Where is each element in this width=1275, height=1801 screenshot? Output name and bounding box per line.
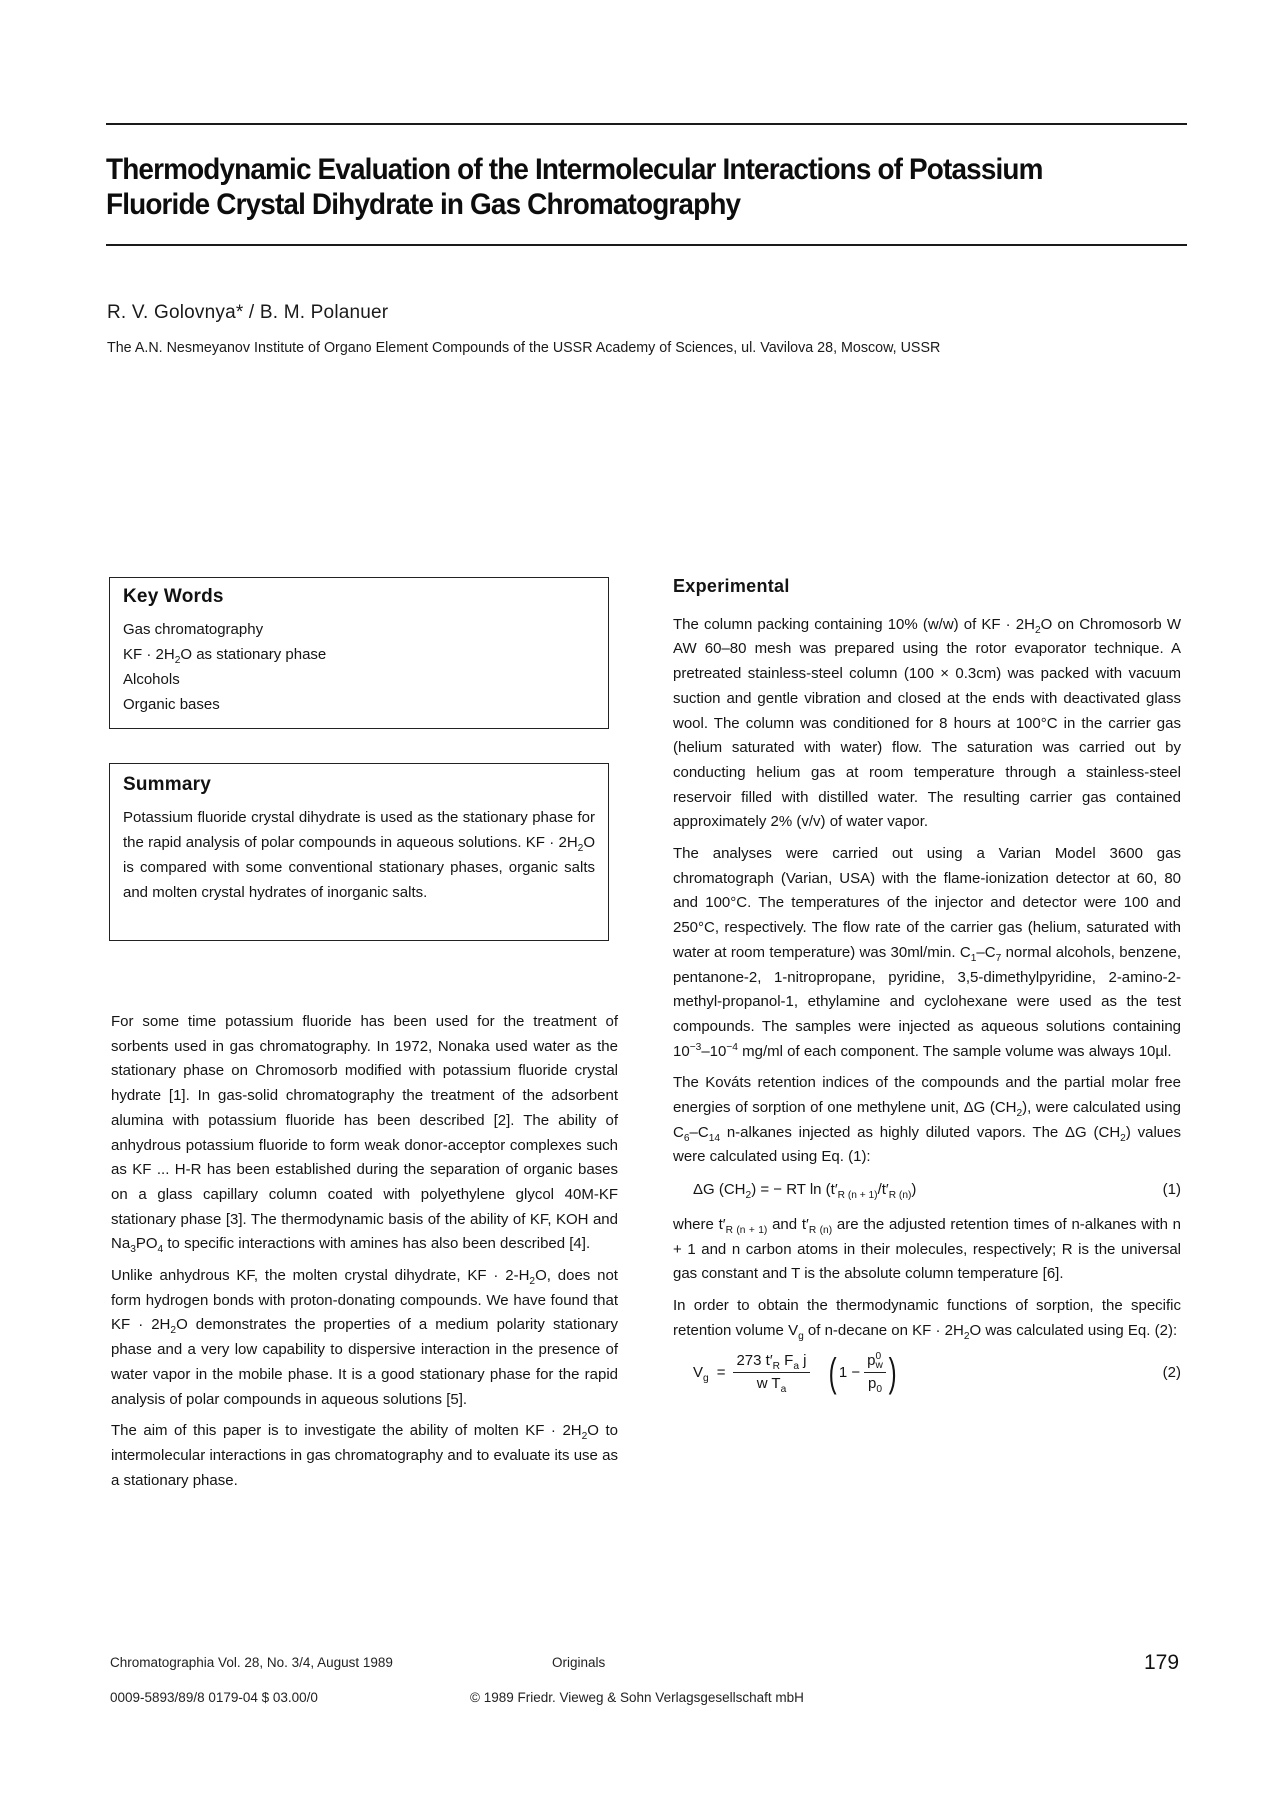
subscript: 2 xyxy=(963,1330,970,1342)
equation-1-body xyxy=(693,1178,916,1203)
text: ) values were calculated using Eq. (1): xyxy=(673,1123,1181,1166)
eq2-pressure-fraction xyxy=(864,1350,886,1395)
subscript: 3 xyxy=(130,1244,136,1256)
summary-box xyxy=(109,763,609,941)
keyword-item: Gas chromatography xyxy=(123,621,264,638)
text: The column packing containing 10% (w/w) of KF · 2H xyxy=(673,615,1035,633)
title-line-2: Fluoride Crystal Dihydrate in Gas Chromatography xyxy=(106,188,741,221)
superscript: 0 xyxy=(875,1351,882,1363)
subscript: 6 xyxy=(683,1132,690,1144)
text: The Kováts retention indices of the compounds and the partial molar free energies of sorption of one methylene unit, ΔG (CH xyxy=(673,1074,1181,1117)
eq2-pressure-denominator xyxy=(868,1373,882,1395)
summary-text-part: Potassium fluoride crystal dihydrate is used as the stationary phase for the rapid analysis of polar compounds in aqueous solutions. KF · 2H xyxy=(123,809,595,851)
text: and t′ xyxy=(767,1215,809,1233)
text: For some time potassium fluoride has been used for the treatment of sorbents used in gas chromatography. In 1972, Nonaka used water as the stationary phase on Chromosorb modified with potassium fluoride crystal hydrate [1]. In gas-solid chromatography the treatment of the adsorbent alumina with potassium fluoride has been described [2]. The ability of anhydrous potassium fluoride to form weak donor-acceptor complexes such as KF ... H-R has been established during the separation of organic bases on a glass capillary column coated with polyethylene glycol 40M-KF stationary phase [3]. The thermodynamic basis of the ability of KF, KOH and Na xyxy=(111,1013,618,1253)
experimental-paragraph-3 xyxy=(673,1071,1181,1170)
subscript: R (n) xyxy=(808,1224,833,1236)
equation-1 xyxy=(673,1178,1181,1203)
superscript: −4 xyxy=(726,1041,738,1053)
experimental-column xyxy=(673,574,1181,1405)
subscript: 2 xyxy=(170,1325,177,1337)
text: –C xyxy=(689,1123,709,1141)
eq2-fraction xyxy=(733,1350,809,1395)
text: PO xyxy=(135,1235,158,1253)
text: The aim of this paper is to investigate the ability of molten KF · 2H xyxy=(111,1422,582,1440)
subscript: 2 xyxy=(1034,624,1041,636)
text: ) xyxy=(911,1181,917,1199)
keyword-text: O as stationary phase xyxy=(180,646,327,663)
copyright: © 1989 Friedr. Vieweg & Sohn Verlagsgesellschaft mbH xyxy=(470,1690,804,1705)
subscript: 4 xyxy=(157,1244,164,1256)
keywords-box xyxy=(109,577,609,729)
subscript: R (n) xyxy=(888,1190,912,1202)
experimental-paragraph-5 xyxy=(673,1294,1181,1343)
keyword-item xyxy=(123,642,595,667)
affiliation: The A.N. Nesmeyanov Institute of Organo Element Compounds of the USSR Academy of Sciences, ul. Vavilova 28, Moscow, USSR xyxy=(107,340,941,356)
text: V xyxy=(693,1363,704,1381)
text: The analyses were carried out using a Varian Model 3600 gas chromatograph (Varian, USA) with the flame-ionization detector at 60, 80 and 100°C. The temperatures of the injector and detector were 100 and 250°C, respectively. The flow rate of the carrier gas (helium, saturated with water at room temperature) was 30ml/min. C xyxy=(673,845,1181,961)
equation-2 xyxy=(673,1350,1181,1395)
subscript: R xyxy=(772,1361,780,1373)
intro-paragraph-2 xyxy=(111,1264,618,1412)
text: Unlike anhydrous KF, the molten crystal dihydrate, KF · 2-H xyxy=(111,1267,530,1285)
subscript: 7 xyxy=(995,952,1002,964)
text: 1 − xyxy=(838,1363,861,1381)
text: –C xyxy=(976,943,996,961)
text: ΔG (CH xyxy=(693,1181,746,1199)
text: p xyxy=(867,1352,876,1370)
keywords-heading: Key Words xyxy=(123,586,224,607)
text: n-alkanes injected as highly diluted vapors. The ΔG (CH xyxy=(720,1123,1121,1141)
text: j xyxy=(799,1352,807,1370)
left-paren: ( xyxy=(828,1350,837,1395)
summary-text-part: O is compared with some conventional stationary phases, organic salts and molten crystal hydrates of inorganic salts. xyxy=(123,834,595,901)
right-paren: ) xyxy=(888,1350,897,1395)
title-bottom-rule xyxy=(106,244,1187,246)
superscript: −3 xyxy=(689,1041,702,1053)
text: –10 xyxy=(701,1042,727,1060)
text: where t′ xyxy=(673,1215,726,1233)
text: are the adjusted retention times of n-alkanes with n + 1 and n carbon atoms in their molecules, respectively; R is the universal gas constant and T is the absolute column temperature [6]. xyxy=(673,1215,1182,1283)
subscript: 2 xyxy=(581,1431,588,1443)
text: ) = − RT ln (t′ xyxy=(751,1181,838,1199)
keyword-item: Alcohols xyxy=(123,671,180,688)
subscript: 2 xyxy=(174,655,181,666)
text: O was calculated using Eq. (2): xyxy=(969,1321,1178,1339)
text: O to intermolecular interactions in gas chromatography and to evaluate its use as a stationary phase. xyxy=(111,1422,618,1489)
subscript: g xyxy=(703,1372,709,1384)
equation-2-body xyxy=(693,1350,899,1395)
eq2-numerator xyxy=(733,1350,809,1373)
subscript: R (n + 1) xyxy=(725,1224,768,1236)
keyword-text: KF · 2H xyxy=(123,646,175,663)
subscript: 2 xyxy=(577,843,584,854)
experimental-heading: Experimental xyxy=(673,576,790,596)
keywords-list xyxy=(123,617,595,717)
text: w T xyxy=(756,1375,781,1393)
text: ), were calculated using C xyxy=(673,1099,1181,1141)
text: normal alcohols, benzene, pentanone-2, 1-nitropropane, pyridine, 3,5-dimethylpyridine, 2-amino-2-methyl-propanol-1, ethylamine and cyclohexane were used as the test compounds. The samples were injected as aqueous solutions containing 10 xyxy=(673,943,1181,1060)
text: In order to obtain the thermodynamic functions of sorption, the specific retention volume V xyxy=(673,1296,1181,1339)
intro-paragraph-3 xyxy=(111,1419,618,1493)
eq2-parenthetical xyxy=(826,1350,900,1395)
equation-1-number: (1) xyxy=(1162,1181,1181,1199)
text: of n-decane on KF · 2H xyxy=(803,1321,964,1339)
introduction-column xyxy=(111,1010,618,1500)
paper-title xyxy=(106,152,1129,222)
subscript: 2 xyxy=(1120,1132,1126,1144)
eq2-lhs xyxy=(693,1361,709,1386)
text: to specific interactions with amines has also been described [4]. xyxy=(163,1235,591,1253)
equation-2-number: (2) xyxy=(1162,1363,1181,1381)
equals-sign: = xyxy=(716,1363,726,1381)
top-rule xyxy=(106,123,1187,125)
subscript: a xyxy=(780,1384,787,1396)
text: /t′ xyxy=(877,1181,889,1199)
text: F xyxy=(780,1352,794,1370)
subscript: g xyxy=(798,1330,804,1342)
subscript: a xyxy=(793,1361,800,1373)
subscript: 2 xyxy=(529,1276,536,1288)
experimental-paragraph-1 xyxy=(673,613,1181,835)
page-number: 179 xyxy=(1144,1651,1180,1674)
text: O, does not form hydrogen bonds with proton-donating compounds. We have found that KF · 2H xyxy=(111,1267,618,1334)
article-code: 0009-5893/89/8 0179-04 $ 03.00/0 xyxy=(110,1690,318,1705)
text: O on Chromosorb W AW 60–80 mesh was prepared using the rotor evaporator technique. A pretreated stainless-steel column (100 × 0.3cm) was packed with vacuum suction and gentle vibration and closed at the ends with deactivated glass wool. The column was conditioned for 8 hours at 100°C in the carrier gas (helium saturated with water) flow. The saturation was carried out by conducting helium gas at room temperature through a stainless-steel reservoir filled with distilled water. The resulting carrier gas contained approximately 2% (v/v) of water vapor. xyxy=(673,615,1181,831)
text: 273 t′ xyxy=(736,1352,773,1370)
subscript: w xyxy=(875,1360,883,1372)
eq2-denominator xyxy=(757,1373,787,1395)
text: O demonstrates the properties of a medium polarity stationary phase and a very low capability to dispersive interaction in the presence of water vapor in the mobile phase. It is a good stationary phase for the rapid analysis of polar compounds in aqueous solutions [5]. xyxy=(111,1316,618,1408)
eq2-pressure-numerator xyxy=(864,1350,886,1373)
summary-text xyxy=(123,805,595,905)
keyword-item: Organic bases xyxy=(123,696,220,713)
summary-heading: Summary xyxy=(123,774,211,795)
journal-citation: Chromatographia Vol. 28, No. 3/4, August 1989 xyxy=(110,1655,393,1670)
subscript: 0 xyxy=(876,1384,882,1396)
intro-paragraph-1 xyxy=(111,1010,618,1257)
text: p xyxy=(867,1375,877,1393)
subscript: R (n + 1) xyxy=(837,1190,878,1202)
section-label: Originals xyxy=(552,1655,606,1670)
subscript: 1 xyxy=(970,952,977,964)
experimental-paragraph-2 xyxy=(673,842,1181,1064)
subscript: 2 xyxy=(1016,1108,1023,1120)
experimental-paragraph-4 xyxy=(673,1213,1181,1287)
subscript: 14 xyxy=(708,1132,721,1144)
authors: R. V. Golovnya* / B. M. Polanuer xyxy=(107,302,389,323)
text: mg/ml of each component. The sample volume was always 10µl. xyxy=(737,1042,1172,1060)
subscript: 2 xyxy=(745,1190,752,1202)
title-line-1: Thermodynamic Evaluation of the Intermolecular Interactions of Potassium xyxy=(106,153,1043,186)
